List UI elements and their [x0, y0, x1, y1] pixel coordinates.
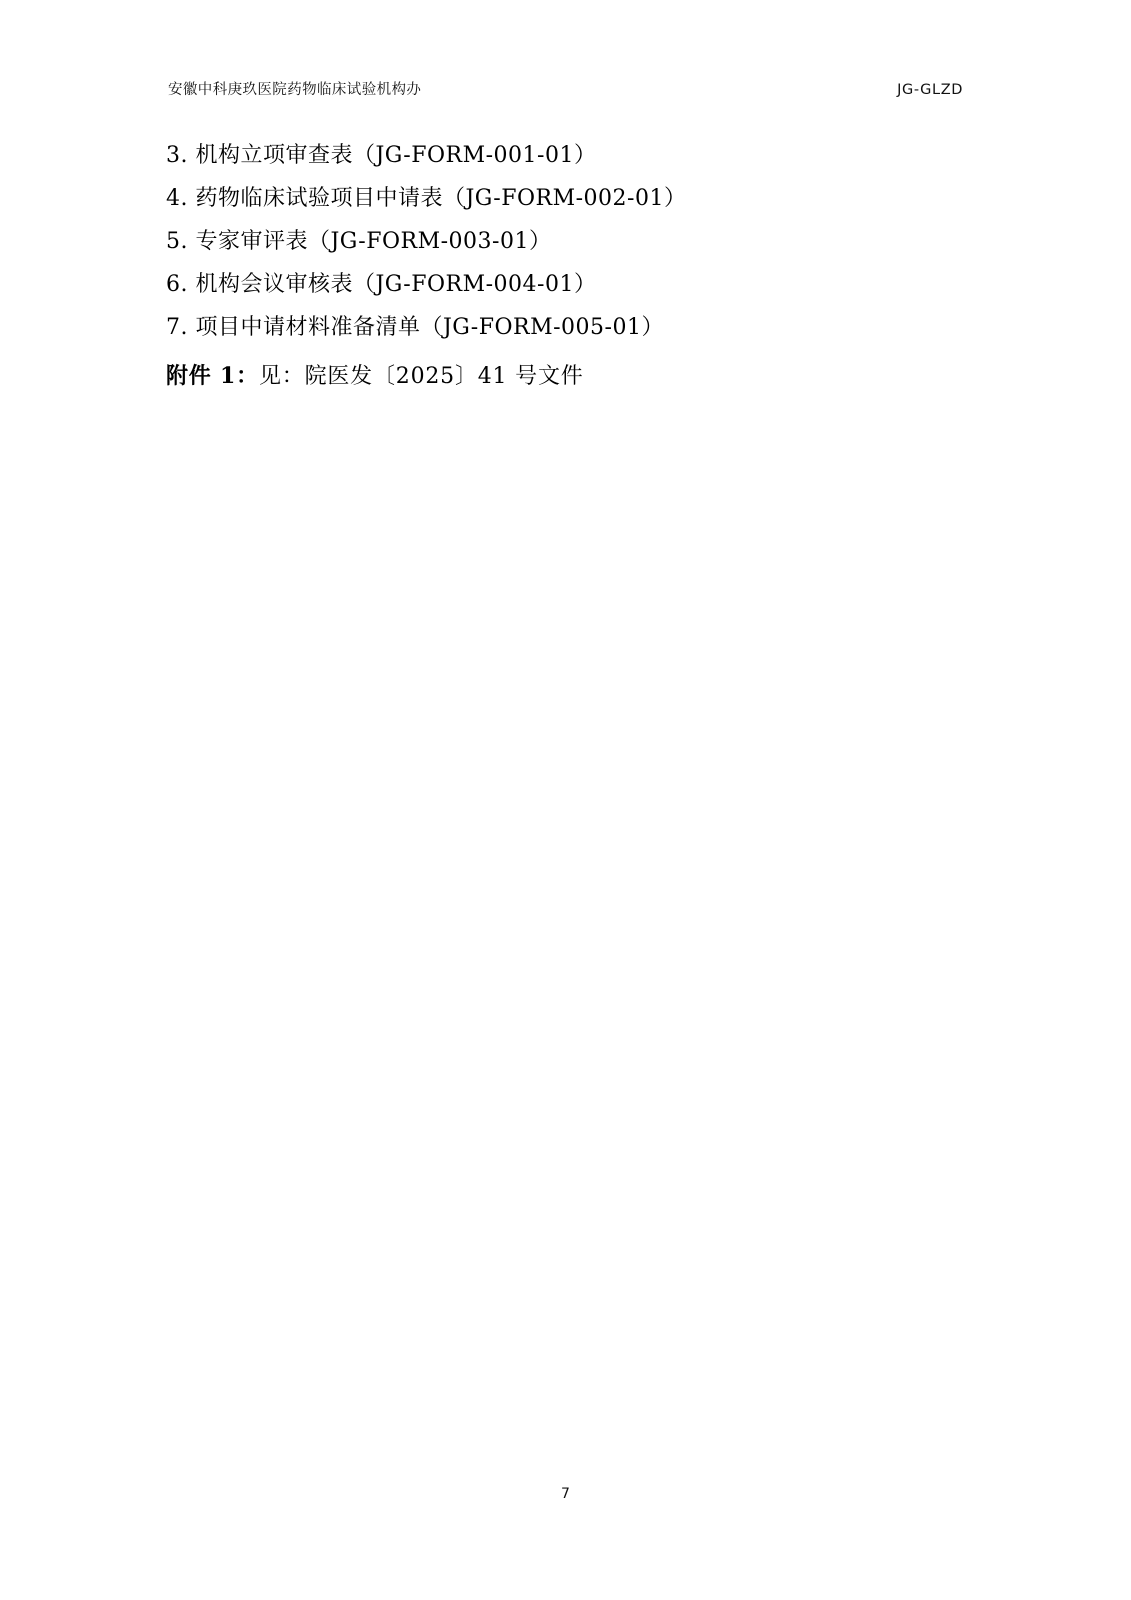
- list-item: 4. 药物临床试验项目中请表（JG-FORM-002-01）: [166, 186, 687, 211]
- document-body: [166, 134, 966, 398]
- page-footer: [0, 1486, 1131, 1502]
- page-header: [168, 78, 963, 99]
- list-item: 3. 机构立项审查表（JG-FORM-001-01）: [166, 143, 597, 168]
- attachment-line: [166, 355, 966, 398]
- list-item: 5. 专家审评表（JG-FORM-003-01）: [166, 229, 552, 254]
- header-institution-name: 安徽中科庚玖医院药物临床试验机构办: [168, 82, 422, 98]
- list-item: 6. 机构会议审核表（JG-FORM-004-01）: [166, 272, 597, 297]
- header-document-code: JG-GLZD: [897, 82, 963, 98]
- attachment-value: 见：院医发〔2025〕41 号文件: [258, 364, 584, 389]
- list-item: 7. 项目中请材料准备清单（JG-FORM-005-01）: [166, 315, 664, 340]
- page-number: 7: [561, 1486, 570, 1502]
- attachment-label: 附件 1：: [166, 363, 259, 389]
